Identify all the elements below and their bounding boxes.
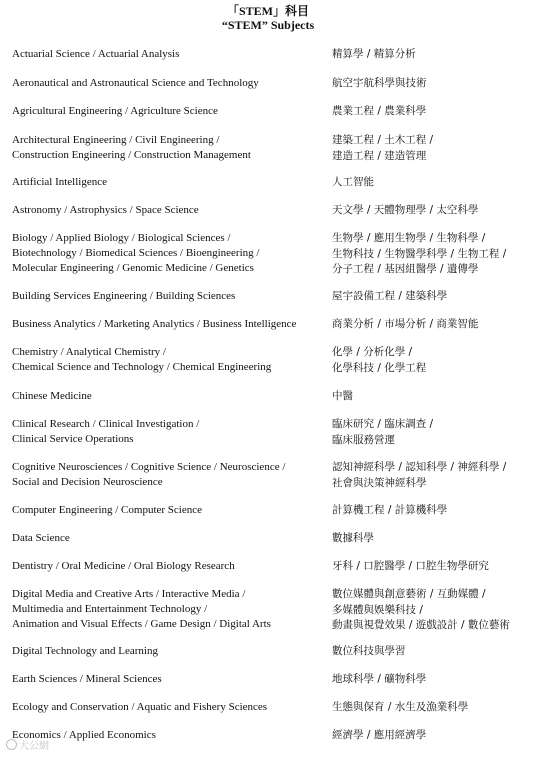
subject-chinese-line: 化學 / 分析化學 / [332,346,413,358]
subject-chinese-line: 人工智能 [332,176,374,188]
subject-english-line: Actuarial Science / Actuarial Analysis [12,48,180,60]
subject-english-line: Business Analytics / Marketing Analytics / Business Intelligence [12,318,297,330]
subject-english-line: Clinical Service Operations [12,433,134,445]
page-title-chinese: 「STEM」科目 [226,4,309,18]
subject-english [12,531,330,546]
subject-chinese [332,644,532,660]
subject-chinese-line: 航空宇航科學與技術 [332,77,427,89]
subject-chinese [332,104,532,120]
subject-chinese-line: 社會與決策神經科學 [332,476,427,489]
subject-english [12,389,330,404]
subject-chinese-line: 臨床研究 / 臨床調查 / [332,418,434,430]
subject-chinese-line: 地球科學 / 礦物科學 [332,673,427,685]
subject-english-line: Biotechnology / Biomedical Sciences / Bioengineering / [12,247,260,259]
subject-english [12,317,330,332]
subject-chinese [332,175,532,191]
subject-english-line: Multimedia and Entertainment Technology / [12,603,208,615]
subject-english [12,175,330,190]
subject-chinese [332,203,532,219]
subject-english [12,672,330,687]
subject-english-line: Animation and Visual Effects / Game Design / Digital Arts [12,618,271,630]
subject-chinese-line: 計算機工程 / 計算機科學 [332,504,448,516]
subject-chinese [332,389,532,405]
subject-english-line: Chemical Science and Technology / Chemical Engineering [12,361,272,373]
subject-chinese-line: 建築工程 / 土木工程 / [332,134,434,146]
subject-english [12,644,330,659]
subject-english-line: Agricultural Engineering / Agriculture Science [12,105,218,117]
subject-chinese-line: 數位科技與學習 [332,645,406,657]
subject-english [12,104,330,119]
subject-english-line: Aeronautical and Astronautical Science and Technology [12,77,259,89]
subject-chinese-line: 生物學 / 應用生物學 / 生物科學 / [332,232,486,244]
subject-english [12,231,330,276]
subject-english-line: Digital Technology and Learning [12,645,158,657]
subject-english-line: Construction Engineering / Construction Management [12,149,251,161]
subject-english-line: Data Science [12,532,70,544]
subject-chinese [332,587,532,634]
subject-chinese-line: 商業分析 / 市場分析 / 商業智能 [332,318,479,330]
subject-chinese-line: 天文學 / 天體物理學 / 太空科學 [332,204,479,216]
subject-english-line: Chinese Medicine [12,390,92,402]
subject-chinese [332,317,532,333]
subject-chinese [332,728,532,744]
subject-english-line: Architectural Engineering / Civil Engineering / [12,134,220,146]
subject-english-line: Biology / Applied Biology / Biological Sciences / [12,232,231,244]
subject-chinese [332,345,532,376]
subject-english [12,728,330,743]
subject-chinese-line: 屋宇設備工程 / 建築科學 [332,290,448,302]
subject-english [12,345,330,375]
subject-chinese-line: 經濟學 / 應用經濟學 [332,729,427,741]
subject-english [12,700,330,715]
subject-english-line: Chemistry / Analytical Chemistry / [12,346,166,358]
subject-english-line: Computer Engineering / Computer Science [12,504,203,516]
subject-chinese [332,133,532,164]
subject-english [12,289,330,304]
subject-english [12,503,330,518]
subject-chinese [332,503,532,519]
subject-chinese [332,531,532,547]
watermark-text: 大公網 [19,741,49,752]
subject-chinese-line: 中醫 [332,390,353,402]
subject-english [12,47,330,62]
subject-chinese-line: 化學科技 / 化學工程 [332,361,427,374]
subject-chinese [332,672,532,688]
subject-english-line: Cognitive Neurosciences / Cognitive Science / Neuroscience / [12,461,286,473]
subject-chinese-line: 精算學 / 精算分析 [332,48,416,60]
subject-english [12,559,330,574]
subject-english-line: Earth Sciences / Mineral Sciences [12,673,162,685]
subject-english-line: Building Services Engineering / Building Sciences [12,290,236,302]
subject-english [12,460,330,490]
subject-chinese-line: 多媒體與娛樂科技 / [332,603,423,616]
subject-chinese [332,460,532,491]
subject-chinese-line: 認知神經科學 / 認知科學 / 神經科學 / [332,461,507,473]
subject-english-line: Ecology and Conservation / Aquatic and Fishery Sciences [12,701,268,713]
page-title-english: “STEM” Subjects [221,18,315,32]
subject-chinese-line: 數位媒體與創意藝術 / 互動媒體 / [332,588,486,600]
subject-english-line: Social and Decision Neuroscience [12,476,163,488]
subject-chinese [332,289,532,305]
subject-chinese [332,559,532,575]
subject-english [12,417,330,447]
subject-english-line: Artificial Intelligence [12,176,107,188]
subject-chinese [332,700,532,716]
subject-chinese [332,417,532,448]
subject-chinese-line: 生態與保育 / 水生及漁業科學 [332,701,469,713]
subject-chinese-line: 生物科技 / 生物醫學科學 / 生物工程 / [332,247,507,260]
subject-english [12,76,330,91]
subject-chinese-line: 牙科 / 口腔醫學 / 口腔生物學研究 [332,560,489,572]
subject-chinese-line: 農業工程 / 農業科學 [332,105,427,117]
watermark-logo-icon [6,739,17,750]
subject-english-line: Clinical Research / Clinical Investigation / [12,418,200,430]
subject-english [12,587,330,632]
subject-english-line: Dentistry / Oral Medicine / Oral Biology Research [12,560,235,572]
subject-english-line: Digital Media and Creative Arts / Interactive Media / [12,588,246,600]
subject-chinese-line: 數據科學 [332,532,374,544]
subject-chinese-line: 建造工程 / 建造管理 [332,149,427,162]
subject-english-line: Economics / Applied Economics [12,729,156,741]
subject-chinese [332,231,532,278]
subject-english [12,203,330,218]
subject-chinese [332,76,532,92]
subject-english [12,133,330,163]
subject-chinese [332,47,532,63]
subject-chinese-line: 動畫與視覺效果 / 遊戲設計 / 數位藝術 [332,619,510,631]
watermark [6,737,49,752]
subject-chinese-line: 分子工程 / 基因組醫學 / 遺傳學 [332,263,479,275]
subject-english-line: Astronomy / Astrophysics / Space Science [12,204,199,216]
subject-chinese-line: 臨床服務營運 [332,433,395,446]
subject-english-line: Molecular Engineering / Genomic Medicine / Genetics [12,262,254,274]
